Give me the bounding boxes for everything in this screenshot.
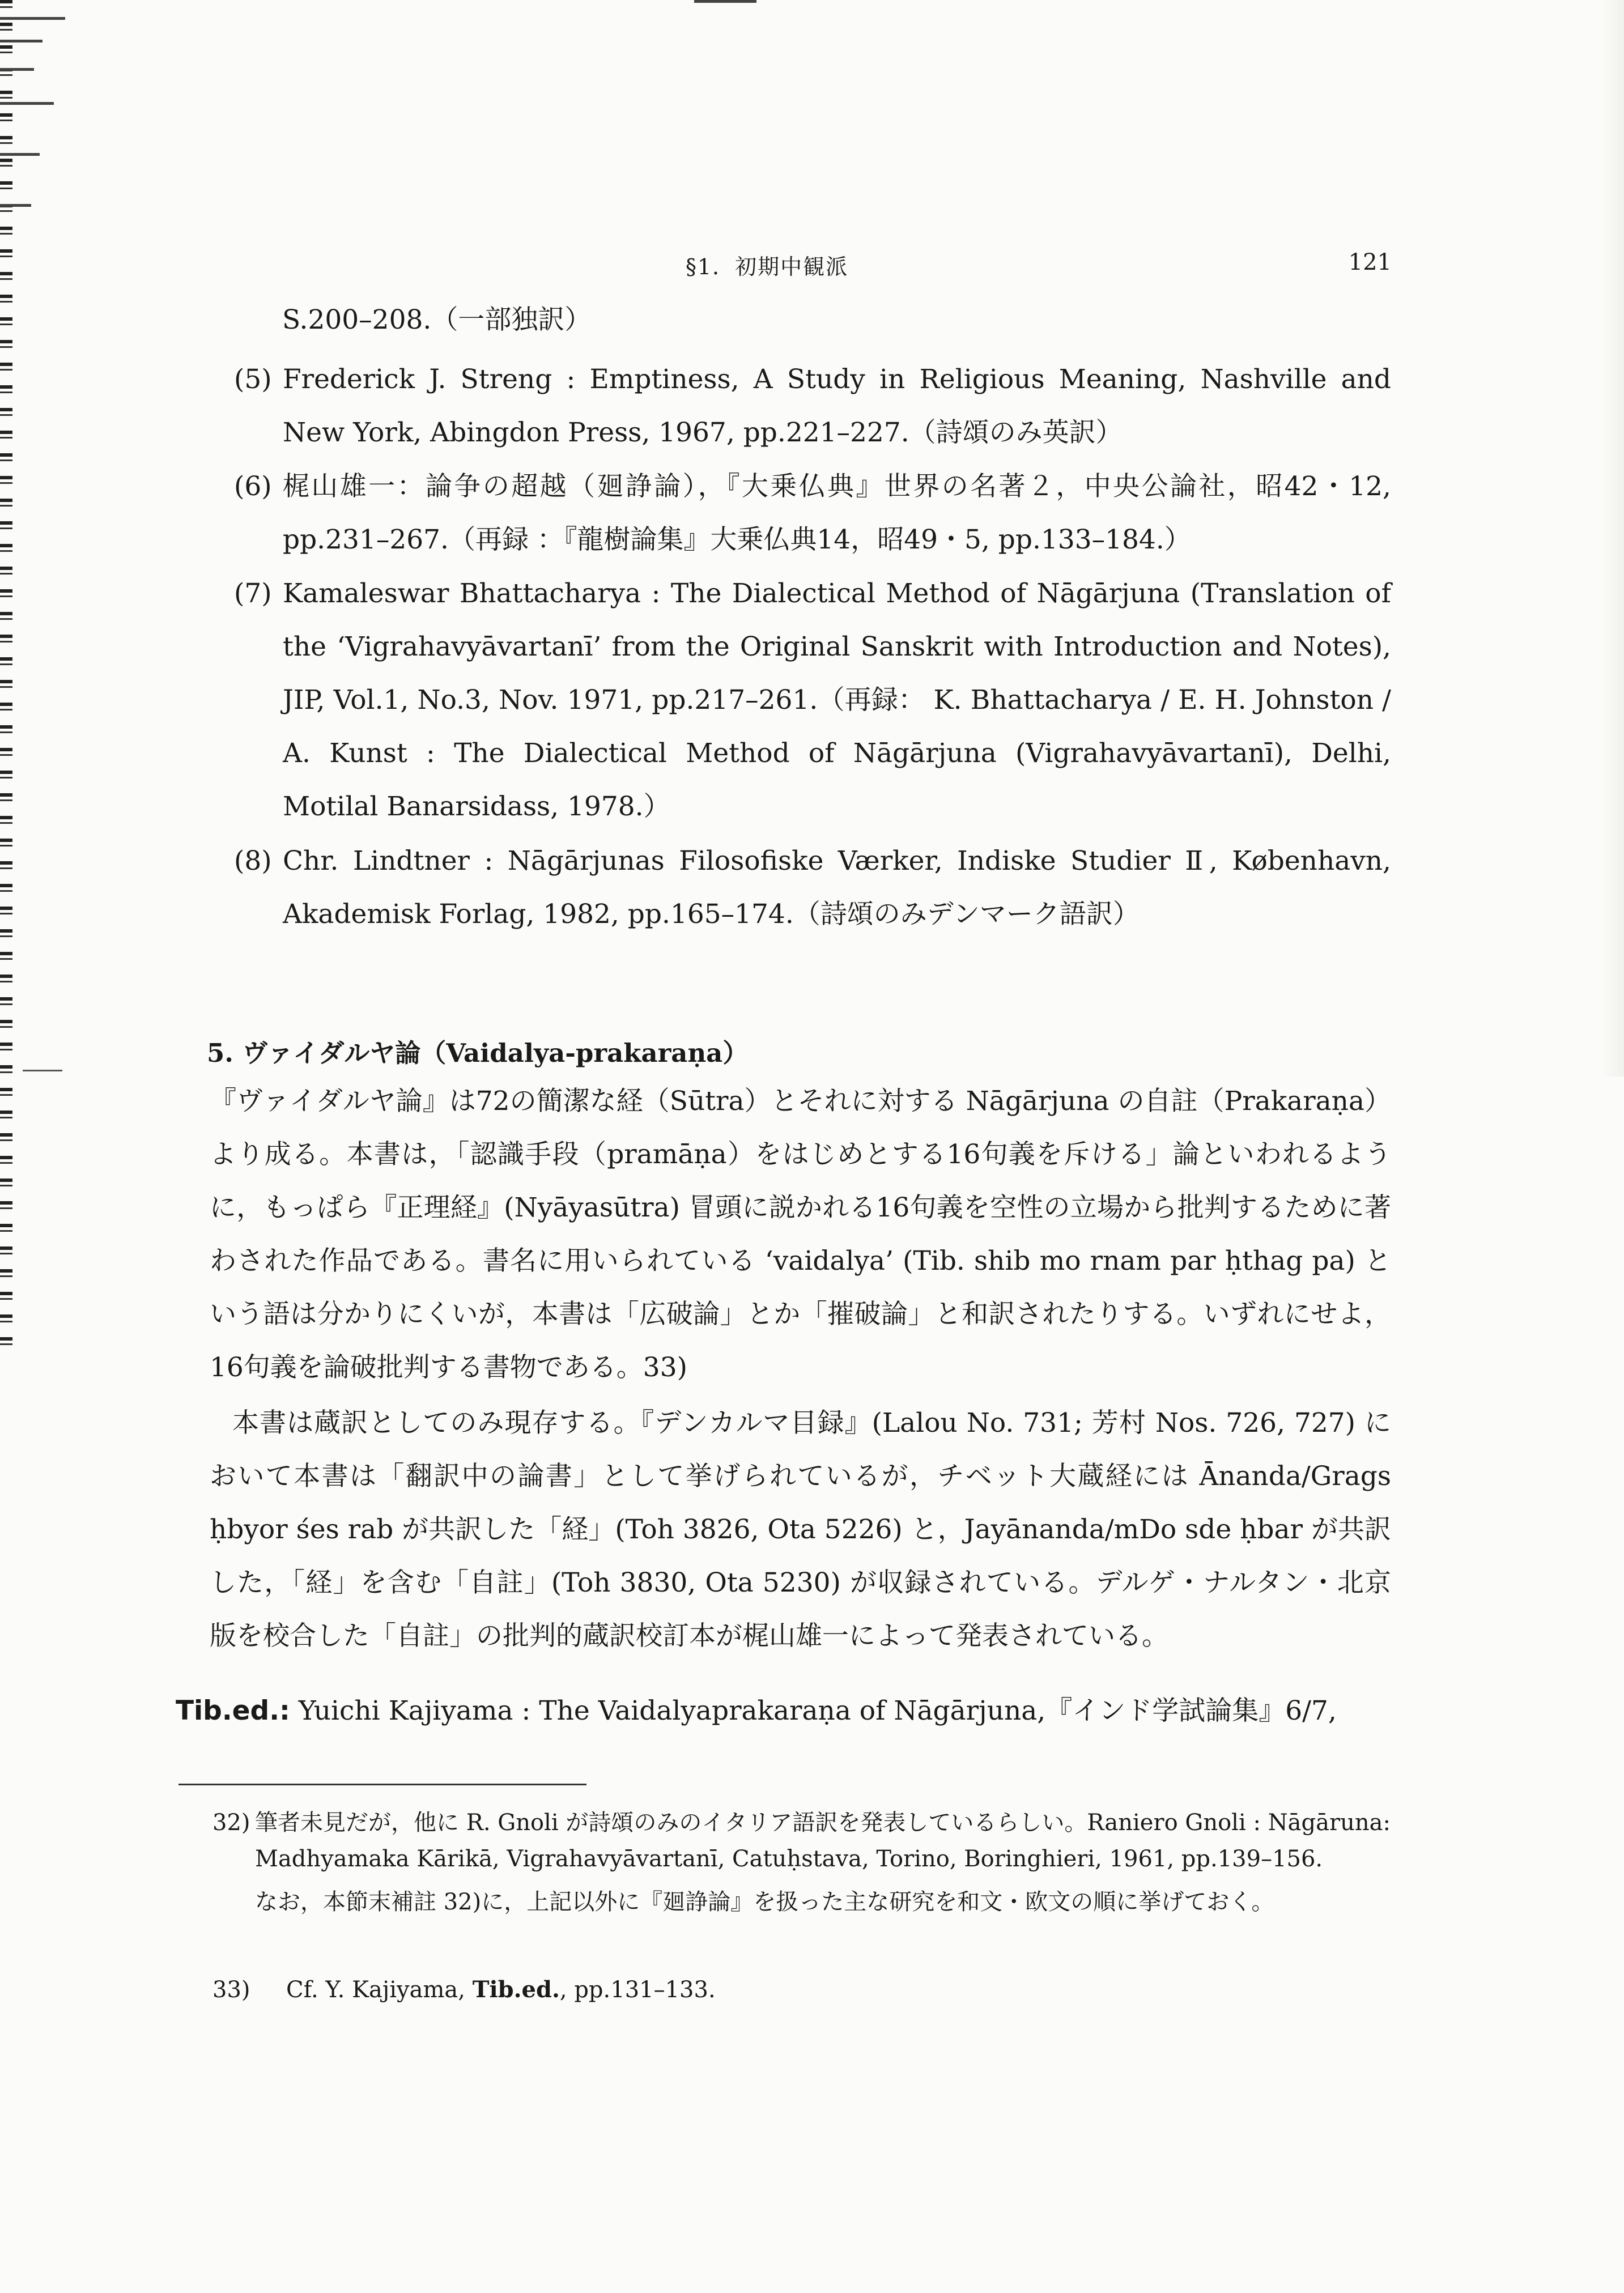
reference-number: (6) xyxy=(234,471,272,502)
footnote-number: 32) xyxy=(212,1810,250,1836)
reference-text: 梶山雄一：論争の超越（廻諍論），『大乗仏典』世界の名著２，中央公論社，昭42・12, pp.231–267.（再録 ：『龍樹論集』大乗仏典14，昭49・5, pp.133–184.） xyxy=(283,471,1391,555)
running-head: §1．初期中観派 xyxy=(686,254,849,279)
reference-item xyxy=(235,567,1391,833)
scan-tick-marks xyxy=(0,17,74,232)
reference-text: Kamaleswar Bhattacharya : The Dialectical Method of Nāgārjuna (Translation of the ‘Vigrahavyāvartanī’ from the Original Sanskrit with Introduction and Notes), JIP, Vol.1, No.3, Nov. 1971, pp.217–261.（再録： K. Bhattacharya / E. H. Johnston / A. Kunst : The Dialectical Method of Nāgārjuna (Vigrahavyāvartanī), Delhi, Motilal Banarsidass, 1978.） xyxy=(283,578,1391,822)
footnote-extra: なお，本節末補註 32)に，上記以外に『廻諍論』を扱った主な研究を和文・欧文の順に挙げておく。 xyxy=(255,1889,1274,1915)
footnote-bold: Tib.ed. xyxy=(472,1976,560,2003)
reference-text: Chr. Lindtner : Nāgārjunas Filosofiske Værker, Indiske Studier Ⅱ, København, Akademisk Forlag, 1982, pp.165–174.（詩頌のみデンマーク語訳） xyxy=(283,845,1391,930)
body-paragraph: 『ヴァイダルヤ論』は72の簡潔な経（Sūtra）とそれに対する Nāgārjuna の自註（Prakaraṇa）より成る。本書は，「認識手段（pramāṇa）をはじめとする16句義を斥ける」論といわれるように，もっぱら『正理経』(Nyāyasūtra) 冒頭に説かれる16句義を空性の立場から批判するために著わされた作品である。書名に用いられている ‘vaidalya’ (Tib. shib mo rnam par ḥthag pa) という語は分かりにくいが，本書は「広破論」とか「摧破論」と和訳されたりする。いずれにせよ，16句義を論破批判する書物である。33) xyxy=(210,1086,1391,1383)
footnote-text: 筆者未見だが，他に R. Gnoli が詩頌のみのイタリア語訳を発表しているらしい。Raniero Gnoli : Nāgāruna: Madhyamaka Kārikā, Vigrahavyāvartanī, Catuḥstava, Torino, Boringhieri, 1961, pp.139–156. xyxy=(255,1810,1391,1872)
reference-item xyxy=(235,835,1391,941)
footnote-number: 33) xyxy=(212,1977,250,2003)
section-title: 5. ヴァイダルヤ論（Vaidalya-prakaraṇa） xyxy=(207,1038,749,1068)
page-number: 121 xyxy=(1348,249,1392,275)
right-edge-shadow xyxy=(1601,0,1624,1077)
reference-item xyxy=(235,460,1391,567)
tib-ed-text: Yuichi Kajiyama : The Vaidalyaprakaraṇa of Nāgārjuna,『インド学試論集』6/7, xyxy=(298,1695,1337,1726)
footnote-rule xyxy=(178,1784,586,1785)
top-edge-mark xyxy=(694,0,756,3)
footnote xyxy=(212,1972,1391,2008)
reference-number: (8) xyxy=(234,845,272,877)
reference-continuation: S.200–208.（一部独訳） xyxy=(282,304,592,335)
margin-mark xyxy=(23,1070,62,1071)
body-paragraph: 本書は蔵訳としてのみ現存する。『デンカルマ目録』(Lalou No. 731; 芳村 Nos. 726, 727) において本書は「翻訳中の論書」として挙げられているが，チベット大蔵経には Ānanda/Grags ḥbyor śes rab が共訳した「経」(Toh 3826, Ota 5226) と，Jayānanda/mDo sde ḥbar が共訳した，「経」を含む「自註」(Toh 3830, Ota 5230) が収録されている。デルゲ・ナルタン・北京版を校合した「自註」の批判的蔵訳校訂本が梶山雄一によって発表されている。 xyxy=(210,1407,1391,1652)
reference-text: Frederick J. Streng : Emptiness, A Study in Religious Meaning, Nashville and New York, Abingdon Press, 1967, pp.221–227.（詩頌のみ英訳） xyxy=(283,364,1391,448)
footnote xyxy=(212,1805,1391,1920)
reference-item xyxy=(235,353,1391,460)
tib-ed-label: Tib.ed.: xyxy=(176,1695,290,1726)
footnote-text: Cf. Y. Kajiyama, Tib.ed., pp.131–133. xyxy=(286,1976,716,2003)
tib-ed-line xyxy=(176,1690,1337,1728)
reference-number: (7) xyxy=(234,578,272,609)
reference-number: (5) xyxy=(234,364,272,395)
